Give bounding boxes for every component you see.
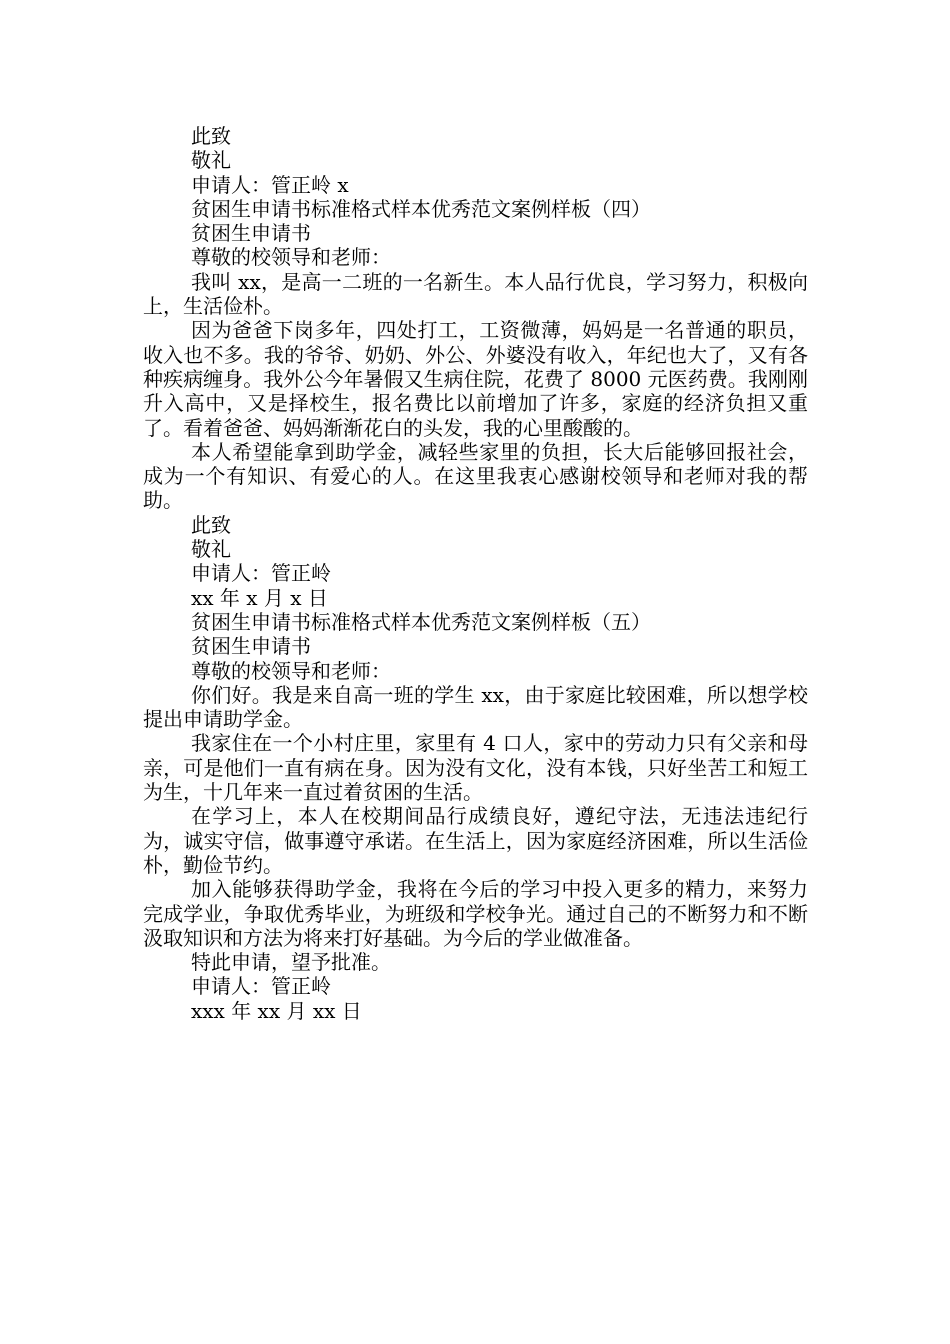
body-paragraph: 在学习上，本人在校期间品行成绩良好，遵纪守法，无违法违纪行为，诚实守信，做事遵守承诺。在生活上，因为家庭经济困难，所以生活俭朴，勤俭节约。 [143, 804, 808, 877]
closing-line: 此致 [191, 124, 231, 148]
body-paragraph: 本人希望能拿到助学金，减轻些家里的负担，长大后能够回报社会，成为一个有知识、有爱心的人。在这里我衷心感谢校领导和老师对我的帮助。 [143, 439, 808, 513]
document-body [143, 124, 808, 1023]
closing-line: 特此申请，望予批准。 [191, 950, 391, 975]
body-paragraph: 你们好。我是来自高一班的学生 xx，由于家庭比较困难，所以想学校提出申请助学金。 [143, 682, 808, 732]
salutation-line: 敬礼 [191, 148, 231, 173]
body-paragraph: 因为爸爸下岗多年，四处打工，工资微薄，妈妈是一名普通的职员，收入也不多。我的爷爷、奶奶、外公、外婆没有收入，年纪也大了，又有各种疾病缠身。我外公今年暑假又生病住院，花费了 8000 元医药费。我刚刚升入高中，又是择校生，报名费比以前增加了许多，家庭的经济负担又重了。看着爸爸、妈妈渐渐花白的头发，我的心里酸酸的。 [143, 318, 808, 440]
salutation-line: 敬礼 [191, 537, 231, 562]
applicant-signature: 申请人：管正岭 [191, 561, 331, 586]
body-paragraph: 我叫 xx，是高一二班的一名新生。本人品行优良，学习努力，积极向上，生活俭朴。 [143, 269, 808, 319]
letter-date: xx 年 x 月 x 日 [191, 585, 328, 610]
letter-title: 贫困生申请书 [191, 221, 311, 246]
letter-date: xxx 年 xx 月 xx 日 [191, 998, 362, 1023]
section-heading: 贫困生申请书标准格式样本优秀范文案例样板（五） [191, 609, 651, 634]
body-paragraph: 我家住在一个小村庄里，家里有 4 口人，家中的劳动力只有父亲和母亲，可是他们一直有病在身。因为没有文化，没有本钱，只好坐苦工和短工为生，十几年来一直过着贫困的生活。 [143, 731, 808, 805]
applicant-signature: 申请人：管正岭 [191, 974, 331, 999]
letter-greeting: 尊敬的校领导和老师： [191, 245, 391, 270]
body-paragraph: 加入能够获得助学金，我将在今后的学习中投入更多的精力，来努力完成学业，争取优秀毕业，为班级和学校争光。通过自己的不断努力和不断汲取知识和方法为将来打好基础。为今后的学业做准备。 [143, 877, 808, 950]
letter-title: 贫困生申请书 [191, 634, 311, 659]
letter-greeting: 尊敬的校领导和老师： [191, 658, 391, 683]
section-heading: 贫困生申请书标准格式样本优秀范文案例样板（四） [191, 196, 651, 221]
applicant-signature: 申请人：管正岭 x [191, 172, 349, 197]
closing-line: 此致 [191, 512, 231, 537]
